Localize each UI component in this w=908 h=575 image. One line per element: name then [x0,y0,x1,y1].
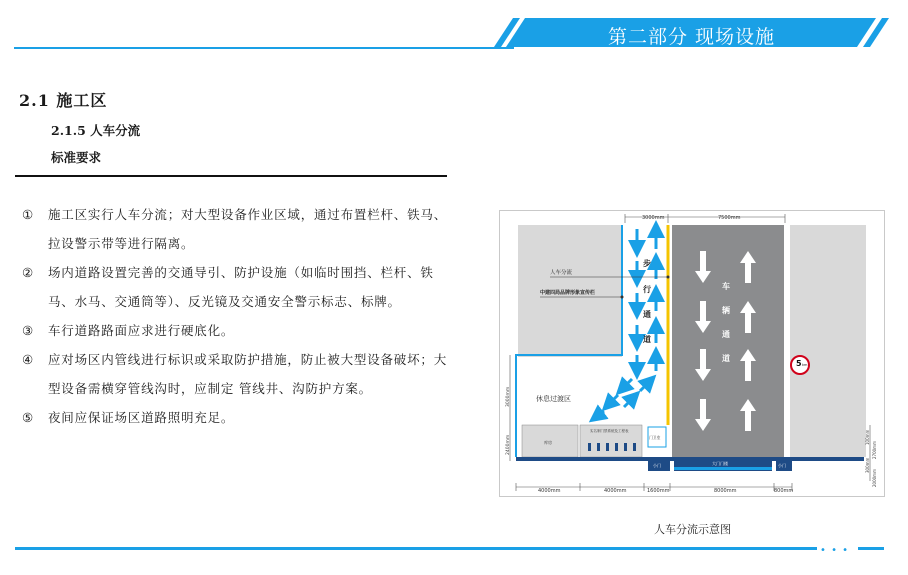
subsection-heading: 2.1.5 人车分流 [51,123,141,138]
vehicle-road [672,225,784,457]
footer-dots: • • • [820,545,850,556]
label-rest-area: 休息过渡区 [536,395,571,403]
speed-limit-unit: km [802,363,808,367]
label-people-vehicle: 人车分流 [550,270,573,276]
heading-divider [15,175,447,177]
item-number: ③ [22,323,35,338]
section-title: 第二部分 现场设施 [608,26,776,48]
requirements-heading: 标准要求 [51,150,102,165]
item-number: ⑤ [22,410,35,425]
label-main-gate: 大门门楼 [712,461,728,466]
label-storage: 库房 [544,440,552,445]
section-heading: 2.1 施工区 [19,91,108,110]
label-small-gate-right: 小门 [778,463,786,468]
item-number: ④ [22,352,35,367]
walkway-char: 步 [643,259,651,268]
list-item [22,403,454,432]
road-char: 车 [722,282,730,291]
footer-line [15,547,817,550]
requirements-list [22,200,454,432]
road-char: 通 [722,330,730,339]
right-work-area [790,225,866,457]
dim-top-road: 7500mm [718,215,741,221]
figure-caption: 人车分流示意图 [654,523,731,536]
dim-bottom: 8000mm [714,488,737,494]
dim-right: 2000mm [872,469,877,487]
label-small-gate: 小门 [653,463,661,468]
road-char: 辆 [722,306,730,315]
rest-area [518,357,666,423]
item-text: 应对场区内管线进行标识或采取防护措施，防止被大型设备破坏；大型设备需横穿管线沟时，应制定 管线井、沟防护方案。 [48,352,448,396]
item-number: ① [22,207,35,222]
walkway-char: 道 [643,335,651,344]
dim-bottom: 1600mm [647,488,670,494]
list-item [22,316,454,345]
walkway-char: 行 [643,285,651,294]
list-item [22,258,454,316]
item-text: 施工区实行人车分流；对大型设备作业区域，通过布置栏杆、铁马、拉设警示带等进行隔离。 [48,207,448,251]
speed-limit-value: 5 [796,359,802,368]
label-brand-fence: 中建四局品牌形象宣传栏 [540,290,596,296]
dim-right: 2700mm [872,441,877,459]
dim-right: 100mm [865,429,870,445]
site-layout-diagram [499,210,885,497]
header-line [14,47,514,49]
label-guard-room: 门卫室 [649,435,661,440]
dim-left-upper: 3000mm [506,386,511,407]
walkway-char: 通 [643,310,651,319]
road-char: 道 [722,354,730,363]
dim-top-walk: 3000mm [642,215,665,221]
item-text: 夜间应保证场区道路照明充足。 [48,410,235,425]
dim-bottom: 4000mm [604,488,627,494]
list-item [22,200,454,258]
dim-left-lower: 2400mm [506,434,511,455]
dim-right: 300mm [865,457,870,473]
dim-bottom: 4000mm [538,488,561,494]
item-number: ② [22,265,35,280]
item-text: 场内道路设置完善的交通导引、防护设施（如临时围挡、栏杆、铁马、水马、交通筒等）、反光镜及交通安全警示标志、标牌。 [48,265,434,309]
dim-bottom: 800mm [774,488,794,494]
footer-end-line [858,547,884,550]
list-item [22,345,454,403]
item-text: 车行道路路面应求进行硬底化。 [48,323,235,338]
label-turnstile: 实名制门禁系统及工程表 [590,429,629,433]
